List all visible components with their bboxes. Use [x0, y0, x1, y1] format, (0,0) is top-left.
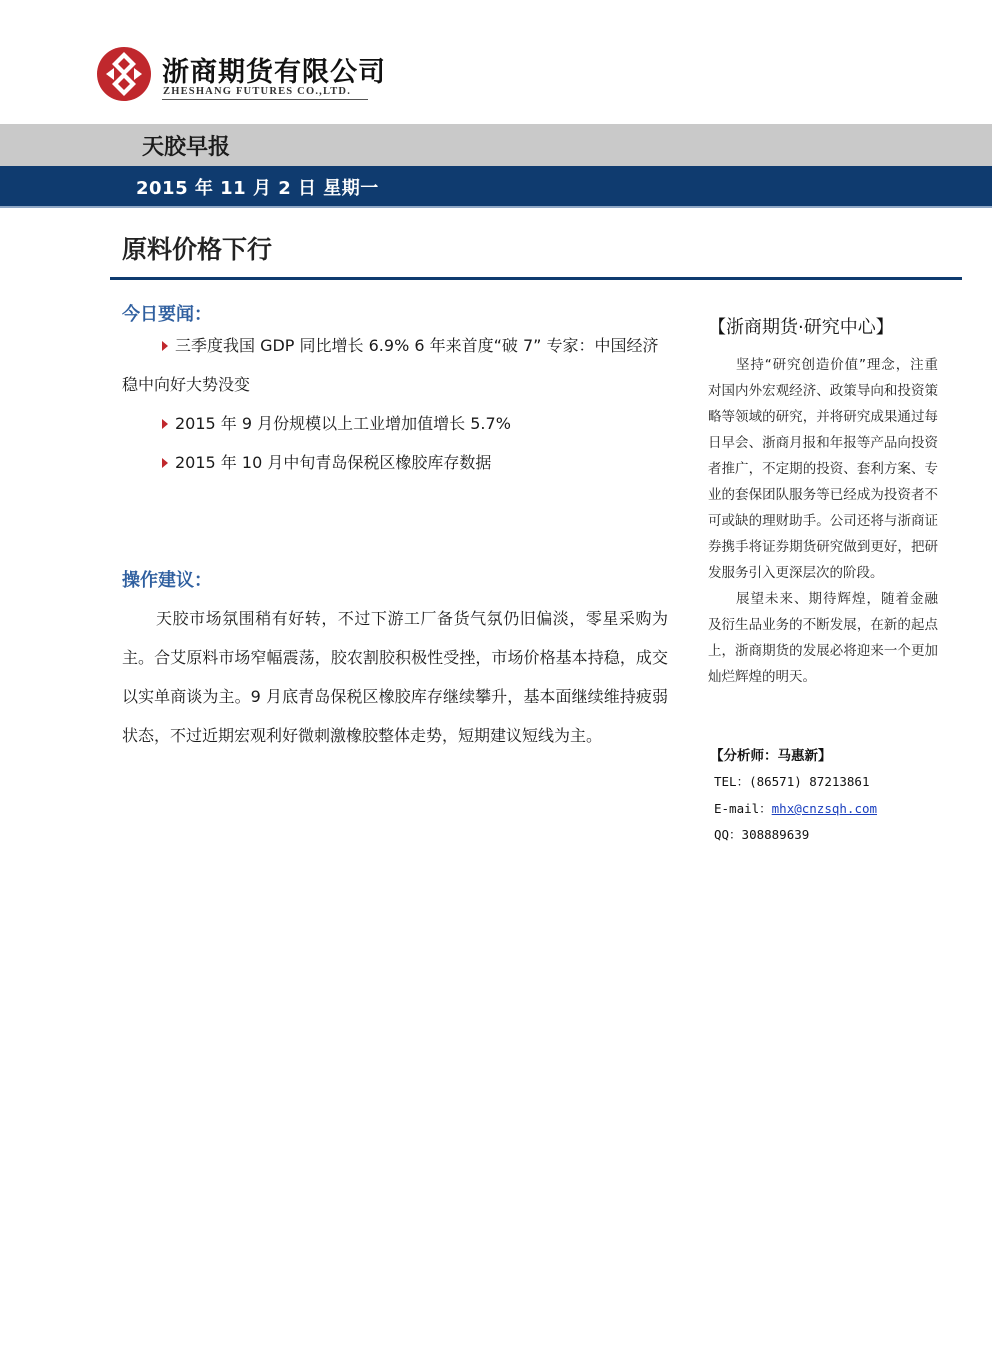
sidebar-paragraph: 展望未来、期待辉煌，随着金融及衍生品业务的不断发展，在新的起点上，浙商期货的发展必将迎来一个更加灿烂辉煌的明天。	[708, 591, 938, 685]
brand-divider	[162, 99, 368, 100]
bullet-arrow-icon	[162, 419, 168, 429]
news-item-text: 三季度我国 GDP 同比增长 6.9% 6 年来首度“破 7” 专家：中国经济稳中向好大势没变	[122, 336, 659, 394]
contact-qq: QQ：308889639	[714, 827, 810, 842]
list-item	[122, 326, 668, 404]
date-bar	[0, 166, 992, 208]
news-item-text: 2015 年 10 月中旬青岛保税区橡胶库存数据	[175, 453, 492, 472]
headline: 原料价格下行	[122, 235, 273, 264]
list-item	[122, 404, 668, 443]
email-label: E-mail：	[714, 801, 772, 816]
sidebar-title: 【浙商期货·研究中心】	[708, 317, 894, 338]
sidebar-paragraph: 坚持“研究创造价值”理念，注重对国内外宏观经济、政策导向和投资策略等领域的研究，并将研究成果通过每日早会、浙商月报和年报等产品向投资者推广，不定期的投资、套利方案、专业的套保团队服务等已经成为投资者不可或缺的理财助手。公司还将与浙商证券携手将证券期货研究做到更好，把研发服务引入更深层次的阶段。	[708, 357, 938, 581]
bullet-arrow-icon	[162, 341, 168, 351]
report-title: 天胶早报	[142, 135, 231, 160]
news-item-text: 2015 年 9 月份规模以上工业增加值增长 5.7%	[175, 414, 511, 433]
contact-tel: TEL：(86571) 87213861	[714, 774, 870, 789]
report-date: 2015 年 11 月 2 日 星期一	[136, 178, 379, 199]
bullet-arrow-icon	[162, 458, 168, 468]
advice-text: 天胶市场氛围稍有好转，不过下游工厂备货气氛仍旧偏淡，零星采购为主。合艾原料市场窄幅震荡，胶农割胶积极性受挫，市场价格基本持稳，成交以实单商谈为主。9 月底青岛保税区橡胶库存继续攀升，基本面继续维持疲弱状态，不过近期宏观利好微刺激橡胶整体走势，短期建议短线为主。	[122, 609, 668, 745]
report-title-bar	[0, 124, 992, 166]
zheshang-logo-icon	[96, 46, 152, 102]
contact-email	[714, 799, 877, 817]
advice-heading: 操作建议：	[122, 570, 212, 591]
news-list	[122, 326, 668, 482]
analyst-name: 【分析师：马惠新】	[710, 748, 832, 764]
list-item	[122, 443, 668, 482]
email-link[interactable]: mhx@cnzsqh.com	[771, 801, 878, 816]
company-name-cn: 浙商期货有限公司	[162, 57, 386, 88]
headline-divider	[110, 277, 962, 280]
company-name-en: ZHESHANG FUTURES CO.,LTD.	[163, 86, 352, 97]
news-heading: 今日要闻：	[122, 304, 212, 325]
sidebar-description	[708, 352, 938, 690]
